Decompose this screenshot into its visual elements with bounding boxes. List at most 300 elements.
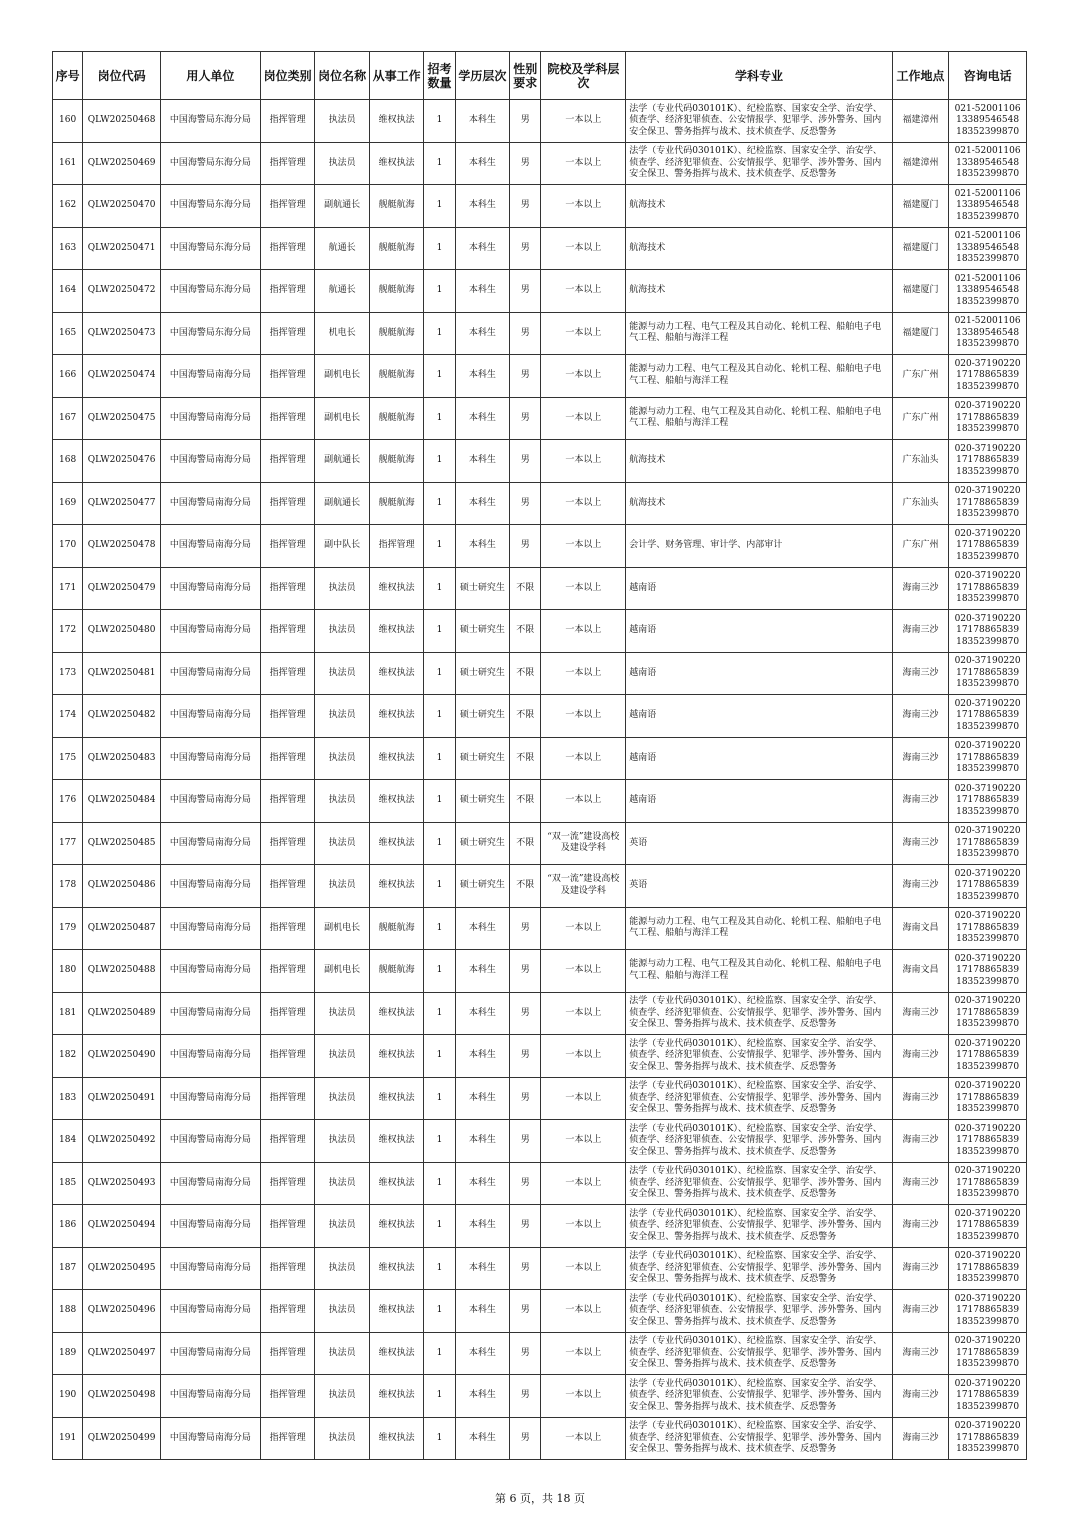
cell-location: 广东广州: [892, 355, 949, 398]
cell-major: 航海技术: [626, 227, 892, 270]
cell-school-level: 一本以上: [541, 1120, 626, 1163]
cell-post-code: QLW20250494: [83, 1205, 161, 1248]
cell-post-code: QLW20250487: [83, 907, 161, 950]
cell-school-level: 一本以上: [541, 780, 626, 823]
cell-location: 海南三沙: [892, 652, 949, 695]
table-row: [53, 992, 1027, 1035]
cell-post-name: 副航通长: [315, 482, 370, 525]
cell-major: 法学（专业代码030101K）、纪检监察、国家安全学、治安学、侦查学、经济犯罪侦查、公安情报学、犯罪学、涉外警务、国内安全保卫、警务指挥与战术、技术侦查学、反恐警务: [626, 1120, 892, 1163]
cell-work-type: 维权执法: [369, 780, 424, 823]
cell-post-name: 执法员: [315, 1035, 370, 1078]
cell-post-name: 执法员: [315, 1247, 370, 1290]
cell-location: 海南三沙: [892, 1290, 949, 1333]
cell-work-type: 维权执法: [369, 652, 424, 695]
cell-major: 法学（专业代码030101K）、纪检监察、国家安全学、治安学、侦查学、经济犯罪侦查、公安情报学、犯罪学、涉外警务、国内安全保卫、警务指挥与战术、技术侦查学、反恐警务: [626, 1417, 892, 1460]
cell-work-type: 维权执法: [369, 865, 424, 908]
cell-employer: 中国海警局南海分局: [160, 1120, 260, 1163]
cell-employer: 中国海警局南海分局: [160, 482, 260, 525]
cell-education: 本科生: [455, 270, 510, 313]
cell-post-category: 指挥管理: [260, 1332, 315, 1375]
cell-school-level: 一本以上: [541, 567, 626, 610]
cell-location: 海南三沙: [892, 1162, 949, 1205]
cell-post-category: 指挥管理: [260, 567, 315, 610]
cell-major: 越南语: [626, 567, 892, 610]
cell-phone: 021-52001106 13389546548 18352399870: [949, 270, 1027, 313]
cell-work-type: 维权执法: [369, 1332, 424, 1375]
cell-post-name: 航通长: [315, 270, 370, 313]
cell-post-category: 指挥管理: [260, 1247, 315, 1290]
cell-quota: 1: [424, 822, 455, 865]
cell-gender: 男: [510, 1205, 541, 1248]
cell-major: 能源与动力工程、电气工程及其自动化、轮机工程、船舶电子电气工程、船舶与海洋工程: [626, 355, 892, 398]
table-row: [53, 482, 1027, 525]
cell-major: 法学（专业代码030101K）、纪检监察、国家安全学、治安学、侦查学、经济犯罪侦查、公安情报学、犯罪学、涉外警务、国内安全保卫、警务指挥与战术、技术侦查学、反恐警务: [626, 1375, 892, 1418]
cell-gender: 男: [510, 227, 541, 270]
cell-seq: 168: [53, 440, 83, 483]
cell-post-code: QLW20250471: [83, 227, 161, 270]
cell-post-code: QLW20250474: [83, 355, 161, 398]
cell-gender: 男: [510, 100, 541, 143]
cell-post-code: QLW20250473: [83, 312, 161, 355]
cell-quota: 1: [424, 780, 455, 823]
cell-seq: 166: [53, 355, 83, 398]
cell-seq: 162: [53, 185, 83, 228]
cell-employer: 中国海警局南海分局: [160, 525, 260, 568]
cell-post-code: QLW20250483: [83, 737, 161, 780]
cell-gender: 男: [510, 1417, 541, 1460]
cell-quota: 1: [424, 992, 455, 1035]
cell-post-name: 执法员: [315, 1332, 370, 1375]
cell-school-level: 一本以上: [541, 355, 626, 398]
header-col-gender: 性别 要求: [510, 52, 541, 100]
cell-quota: 1: [424, 440, 455, 483]
cell-post-category: 指挥管理: [260, 270, 315, 313]
cell-post-category: 指挥管理: [260, 355, 315, 398]
cell-quota: 1: [424, 907, 455, 950]
cell-education: 本科生: [455, 1247, 510, 1290]
cell-gender: 男: [510, 397, 541, 440]
cell-work-type: 指挥管理: [369, 525, 424, 568]
cell-quota: 1: [424, 270, 455, 313]
cell-post-category: 指挥管理: [260, 1035, 315, 1078]
cell-post-name: 执法员: [315, 1417, 370, 1460]
cell-post-name: 副航通长: [315, 440, 370, 483]
cell-quota: 1: [424, 1162, 455, 1205]
cell-phone: 020-37190220 17178865839 18352399870: [949, 1247, 1027, 1290]
cell-location: 福建漳州: [892, 100, 949, 143]
cell-major: 航海技术: [626, 185, 892, 228]
cell-phone: 020-37190220 17178865839 18352399870: [949, 1205, 1027, 1248]
cell-major: 英语: [626, 822, 892, 865]
cell-quota: 1: [424, 482, 455, 525]
cell-school-level: 一本以上: [541, 950, 626, 993]
cell-seq: 174: [53, 695, 83, 738]
cell-seq: 175: [53, 737, 83, 780]
cell-major: 法学（专业代码030101K）、纪检监察、国家安全学、治安学、侦查学、经济犯罪侦查、公安情报学、犯罪学、涉外警务、国内安全保卫、警务指挥与战术、技术侦查学、反恐警务: [626, 1247, 892, 1290]
table-row: [53, 440, 1027, 483]
cell-post-category: 指挥管理: [260, 610, 315, 653]
cell-work-type: 舰艇航海: [369, 397, 424, 440]
cell-gender: 男: [510, 1290, 541, 1333]
cell-seq: 181: [53, 992, 83, 1035]
page-footer: 第 6 页，共 18 页: [495, 1492, 585, 1505]
cell-post-code: QLW20250479: [83, 567, 161, 610]
cell-phone: 020-37190220 17178865839 18352399870: [949, 1120, 1027, 1163]
cell-phone: 020-37190220 17178865839 18352399870: [949, 652, 1027, 695]
cell-gender: 男: [510, 482, 541, 525]
cell-work-type: 舰艇航海: [369, 907, 424, 950]
header-col-major: 学科专业: [626, 52, 892, 100]
cell-gender: 男: [510, 1162, 541, 1205]
cell-location: 海南三沙: [892, 780, 949, 823]
table-row: [53, 1375, 1027, 1418]
cell-work-type: 维权执法: [369, 1162, 424, 1205]
cell-employer: 中国海警局南海分局: [160, 907, 260, 950]
cell-work-type: 维权执法: [369, 1035, 424, 1078]
cell-post-code: QLW20250478: [83, 525, 161, 568]
cell-school-level: 一本以上: [541, 397, 626, 440]
cell-seq: 169: [53, 482, 83, 525]
cell-post-code: QLW20250481: [83, 652, 161, 695]
cell-seq: 189: [53, 1332, 83, 1375]
cell-phone: 020-37190220 17178865839 18352399870: [949, 737, 1027, 780]
cell-phone: 020-37190220 17178865839 18352399870: [949, 1290, 1027, 1333]
cell-gender: 男: [510, 525, 541, 568]
cell-quota: 1: [424, 1077, 455, 1120]
cell-post-category: 指挥管理: [260, 1120, 315, 1163]
cell-phone: 021-52001106 13389546548 18352399870: [949, 142, 1027, 185]
cell-work-type: 维权执法: [369, 695, 424, 738]
cell-education: 硕士研究生: [455, 610, 510, 653]
cell-employer: 中国海警局南海分局: [160, 610, 260, 653]
cell-gender: 不限: [510, 737, 541, 780]
cell-gender: 不限: [510, 695, 541, 738]
cell-employer: 中国海警局南海分局: [160, 737, 260, 780]
cell-employer: 中国海警局南海分局: [160, 1077, 260, 1120]
cell-education: 本科生: [455, 100, 510, 143]
table-row: [53, 567, 1027, 610]
cell-gender: 男: [510, 312, 541, 355]
cell-employer: 中国海警局东海分局: [160, 185, 260, 228]
cell-phone: 020-37190220 17178865839 18352399870: [949, 907, 1027, 950]
header-col-quota: 招考 数量: [424, 52, 455, 100]
cell-post-name: 执法员: [315, 567, 370, 610]
cell-quota: 1: [424, 1035, 455, 1078]
cell-location: 海南三沙: [892, 1247, 949, 1290]
cell-school-level: 一本以上: [541, 907, 626, 950]
cell-school-level: 一本以上: [541, 1332, 626, 1375]
cell-location: 广东汕头: [892, 482, 949, 525]
cell-education: 硕士研究生: [455, 780, 510, 823]
cell-work-type: 舰艇航海: [369, 185, 424, 228]
cell-work-type: 维权执法: [369, 1120, 424, 1163]
cell-quota: 1: [424, 1375, 455, 1418]
cell-post-category: 指挥管理: [260, 397, 315, 440]
cell-phone: 020-37190220 17178865839 18352399870: [949, 950, 1027, 993]
cell-education: 本科生: [455, 992, 510, 1035]
cell-major: 越南语: [626, 780, 892, 823]
cell-seq: 188: [53, 1290, 83, 1333]
cell-major: 越南语: [626, 610, 892, 653]
cell-phone: 021-52001106 13389546548 18352399870: [949, 227, 1027, 270]
cell-quota: 1: [424, 355, 455, 398]
cell-employer: 中国海警局南海分局: [160, 1205, 260, 1248]
table-row: [53, 1035, 1027, 1078]
cell-seq: 164: [53, 270, 83, 313]
cell-seq: 180: [53, 950, 83, 993]
cell-location: 海南三沙: [892, 1332, 949, 1375]
cell-gender: 不限: [510, 822, 541, 865]
cell-gender: 男: [510, 1247, 541, 1290]
cell-major: 越南语: [626, 695, 892, 738]
cell-post-name: 副中队长: [315, 525, 370, 568]
cell-seq: 176: [53, 780, 83, 823]
cell-major: 法学（专业代码030101K）、纪检监察、国家安全学、治安学、侦查学、经济犯罪侦查、公安情报学、犯罪学、涉外警务、国内安全保卫、警务指挥与战术、技术侦查学、反恐警务: [626, 1162, 892, 1205]
cell-post-name: 执法员: [315, 865, 370, 908]
cell-employer: 中国海警局南海分局: [160, 950, 260, 993]
cell-gender: 男: [510, 142, 541, 185]
cell-major: 越南语: [626, 737, 892, 780]
header-col-location: 工作地点: [892, 52, 949, 100]
cell-post-category: 指挥管理: [260, 950, 315, 993]
cell-phone: 020-37190220 17178865839 18352399870: [949, 397, 1027, 440]
cell-education: 本科生: [455, 185, 510, 228]
cell-seq: 173: [53, 652, 83, 695]
job-listing-table: [52, 51, 1027, 1460]
cell-post-name: 执法员: [315, 1290, 370, 1333]
cell-education: 本科生: [455, 1290, 510, 1333]
cell-phone: 020-37190220 17178865839 18352399870: [949, 695, 1027, 738]
cell-post-code: QLW20250482: [83, 695, 161, 738]
cell-employer: 中国海警局南海分局: [160, 1290, 260, 1333]
cell-employer: 中国海警局东海分局: [160, 100, 260, 143]
table-row: [53, 1077, 1027, 1120]
cell-school-level: 一本以上: [541, 610, 626, 653]
table-row: [53, 610, 1027, 653]
cell-education: 本科生: [455, 950, 510, 993]
cell-post-name: 执法员: [315, 1120, 370, 1163]
cell-phone: 020-37190220 17178865839 18352399870: [949, 1417, 1027, 1460]
cell-gender: 男: [510, 355, 541, 398]
header-col-post-code: 岗位代码: [83, 52, 161, 100]
cell-seq: 183: [53, 1077, 83, 1120]
cell-quota: 1: [424, 1290, 455, 1333]
cell-education: 本科生: [455, 1120, 510, 1163]
cell-post-category: 指挥管理: [260, 312, 315, 355]
cell-employer: 中国海警局南海分局: [160, 865, 260, 908]
cell-major: 能源与动力工程、电气工程及其自动化、轮机工程、船舶电子电气工程、船舶与海洋工程: [626, 907, 892, 950]
cell-work-type: 维权执法: [369, 822, 424, 865]
cell-major: 越南语: [626, 652, 892, 695]
cell-post-code: QLW20250489: [83, 992, 161, 1035]
cell-post-name: 执法员: [315, 1375, 370, 1418]
cell-phone: 020-37190220 17178865839 18352399870: [949, 1375, 1027, 1418]
cell-major: 法学（专业代码030101K）、纪检监察、国家安全学、治安学、侦查学、经济犯罪侦查、公安情报学、犯罪学、涉外警务、国内安全保卫、警务指挥与战术、技术侦查学、反恐警务: [626, 1332, 892, 1375]
cell-school-level: 一本以上: [541, 440, 626, 483]
cell-post-name: 执法员: [315, 737, 370, 780]
cell-major: 法学（专业代码030101K）、纪检监察、国家安全学、治安学、侦查学、经济犯罪侦查、公安情报学、犯罪学、涉外警务、国内安全保卫、警务指挥与战术、技术侦查学、反恐警务: [626, 1205, 892, 1248]
cell-phone: 020-37190220 17178865839 18352399870: [949, 780, 1027, 823]
header-col-phone: 咨询电话: [949, 52, 1027, 100]
cell-location: 海南三沙: [892, 822, 949, 865]
cell-location: 海南三沙: [892, 1120, 949, 1163]
cell-location: 海南三沙: [892, 1077, 949, 1120]
cell-work-type: 维权执法: [369, 992, 424, 1035]
cell-post-name: 副机电长: [315, 950, 370, 993]
cell-post-category: 指挥管理: [260, 227, 315, 270]
cell-major: 法学（专业代码030101K）、纪检监察、国家安全学、治安学、侦查学、经济犯罪侦查、公安情报学、犯罪学、涉外警务、国内安全保卫、警务指挥与战术、技术侦查学、反恐警务: [626, 992, 892, 1035]
cell-post-code: QLW20250486: [83, 865, 161, 908]
cell-education: 本科生: [455, 440, 510, 483]
cell-post-category: 指挥管理: [260, 695, 315, 738]
cell-post-category: 指挥管理: [260, 992, 315, 1035]
cell-quota: 1: [424, 1247, 455, 1290]
cell-employer: 中国海警局南海分局: [160, 1162, 260, 1205]
cell-post-name: 副机电长: [315, 907, 370, 950]
cell-post-category: 指挥管理: [260, 440, 315, 483]
cell-post-category: 指挥管理: [260, 737, 315, 780]
cell-location: 广东广州: [892, 525, 949, 568]
cell-post-code: QLW20250498: [83, 1375, 161, 1418]
cell-seq: 163: [53, 227, 83, 270]
cell-employer: 中国海警局南海分局: [160, 440, 260, 483]
cell-location: 福建厦门: [892, 227, 949, 270]
cell-employer: 中国海警局南海分局: [160, 992, 260, 1035]
table-row: [53, 1290, 1027, 1333]
cell-school-level: 一本以上: [541, 312, 626, 355]
cell-employer: 中国海警局东海分局: [160, 227, 260, 270]
cell-education: 本科生: [455, 227, 510, 270]
cell-quota: 1: [424, 227, 455, 270]
table-row: [53, 1162, 1027, 1205]
cell-location: 海南三沙: [892, 695, 949, 738]
cell-seq: 177: [53, 822, 83, 865]
cell-phone: 020-37190220 17178865839 18352399870: [949, 525, 1027, 568]
cell-education: 本科生: [455, 355, 510, 398]
cell-phone: 021-52001106 13389546548 18352399870: [949, 100, 1027, 143]
cell-school-level: 一本以上: [541, 1375, 626, 1418]
cell-post-name: 执法员: [315, 142, 370, 185]
cell-work-type: 舰艇航海: [369, 950, 424, 993]
cell-education: 硕士研究生: [455, 695, 510, 738]
cell-post-name: 执法员: [315, 1077, 370, 1120]
cell-post-category: 指挥管理: [260, 525, 315, 568]
cell-education: 本科生: [455, 397, 510, 440]
cell-education: 硕士研究生: [455, 865, 510, 908]
table-body: [53, 100, 1027, 1460]
cell-post-category: 指挥管理: [260, 822, 315, 865]
cell-work-type: 维权执法: [369, 1247, 424, 1290]
table-header-row: [53, 52, 1027, 100]
cell-post-category: 指挥管理: [260, 1205, 315, 1248]
cell-work-type: 维权执法: [369, 1205, 424, 1248]
cell-education: 硕士研究生: [455, 737, 510, 780]
cell-work-type: 维权执法: [369, 1417, 424, 1460]
cell-post-code: QLW20250472: [83, 270, 161, 313]
table-row: [53, 397, 1027, 440]
cell-education: 硕士研究生: [455, 567, 510, 610]
cell-post-name: 副航通长: [315, 185, 370, 228]
cell-phone: 020-37190220 17178865839 18352399870: [949, 567, 1027, 610]
cell-post-code: QLW20250476: [83, 440, 161, 483]
cell-post-name: 执法员: [315, 652, 370, 695]
cell-education: 本科生: [455, 1332, 510, 1375]
cell-gender: 男: [510, 1375, 541, 1418]
table-row: [53, 355, 1027, 398]
table-row: [53, 185, 1027, 228]
cell-post-category: 指挥管理: [260, 1077, 315, 1120]
cell-employer: 中国海警局南海分局: [160, 567, 260, 610]
cell-work-type: 维权执法: [369, 1077, 424, 1120]
cell-school-level: 一本以上: [541, 1035, 626, 1078]
cell-school-level: 一本以上: [541, 737, 626, 780]
cell-post-code: QLW20250492: [83, 1120, 161, 1163]
cell-post-name: 执法员: [315, 992, 370, 1035]
cell-major: 法学（专业代码030101K）、纪检监察、国家安全学、治安学、侦查学、经济犯罪侦查、公安情报学、犯罪学、涉外警务、国内安全保卫、警务指挥与战术、技术侦查学、反恐警务: [626, 1290, 892, 1333]
table-row: [53, 1205, 1027, 1248]
cell-employer: 中国海警局南海分局: [160, 397, 260, 440]
cell-post-code: QLW20250470: [83, 185, 161, 228]
table-row: [53, 1417, 1027, 1460]
cell-post-category: 指挥管理: [260, 1290, 315, 1333]
cell-education: 本科生: [455, 907, 510, 950]
cell-work-type: 维权执法: [369, 1375, 424, 1418]
cell-major: 英语: [626, 865, 892, 908]
cell-education: 本科生: [455, 482, 510, 525]
cell-seq: 187: [53, 1247, 83, 1290]
cell-post-code: QLW20250484: [83, 780, 161, 823]
cell-post-name: 执法员: [315, 780, 370, 823]
cell-major: 会计学、财务管理、审计学、内部审计: [626, 525, 892, 568]
cell-gender: 男: [510, 440, 541, 483]
cell-post-code: QLW20250488: [83, 950, 161, 993]
header-col-seq: 序号: [53, 52, 83, 100]
cell-work-type: 舰艇航海: [369, 227, 424, 270]
cell-quota: 1: [424, 695, 455, 738]
cell-employer: 中国海警局南海分局: [160, 652, 260, 695]
header-col-post-name: 岗位名称: [315, 52, 370, 100]
cell-employer: 中国海警局南海分局: [160, 1332, 260, 1375]
cell-school-level: 一本以上: [541, 100, 626, 143]
cell-phone: 021-52001106 13389546548 18352399870: [949, 312, 1027, 355]
cell-gender: 不限: [510, 610, 541, 653]
cell-major: 能源与动力工程、电气工程及其自动化、轮机工程、船舶电子电气工程、船舶与海洋工程: [626, 397, 892, 440]
cell-major: 能源与动力工程、电气工程及其自动化、轮机工程、船舶电子电气工程、船舶与海洋工程: [626, 950, 892, 993]
cell-school-level: 一本以上: [541, 185, 626, 228]
cell-seq: 160: [53, 100, 83, 143]
cell-major: 航海技术: [626, 270, 892, 313]
table-row: [53, 907, 1027, 950]
cell-work-type: 舰艇航海: [369, 482, 424, 525]
cell-location: 海南三沙: [892, 737, 949, 780]
cell-seq: 191: [53, 1417, 83, 1460]
cell-location: 海南文昌: [892, 950, 949, 993]
cell-education: 本科生: [455, 312, 510, 355]
header-col-work-type: 从事工作: [369, 52, 424, 100]
cell-seq: 170: [53, 525, 83, 568]
cell-phone: 021-52001106 13389546548 18352399870: [949, 185, 1027, 228]
table-row: [53, 525, 1027, 568]
cell-education: 本科生: [455, 1205, 510, 1248]
cell-location: 海南三沙: [892, 1375, 949, 1418]
cell-employer: 中国海警局南海分局: [160, 780, 260, 823]
cell-school-level: 一本以上: [541, 695, 626, 738]
cell-school-level: 一本以上: [541, 270, 626, 313]
cell-employer: 中国海警局南海分局: [160, 355, 260, 398]
cell-post-category: 指挥管理: [260, 482, 315, 525]
cell-location: 广东汕头: [892, 440, 949, 483]
cell-school-level: 一本以上: [541, 1162, 626, 1205]
